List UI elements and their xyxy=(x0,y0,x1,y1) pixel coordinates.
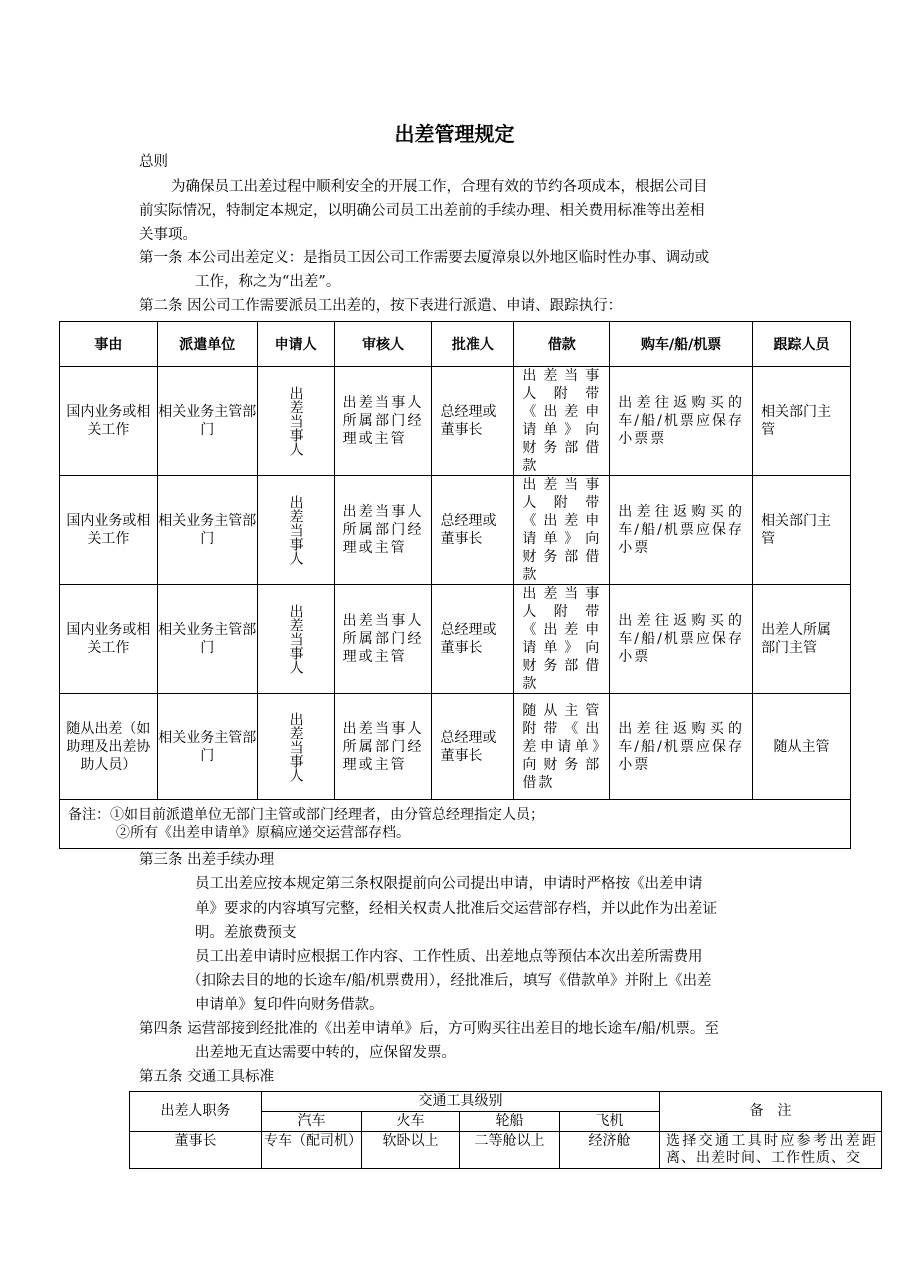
cell-approver: 总经理或董事长 xyxy=(432,476,514,585)
table-header-row xyxy=(60,322,851,367)
article-4-line-2: 出差地无直达需要中转的，应保留发票。 xyxy=(195,1045,456,1061)
cell-tracker: 随从主管 xyxy=(753,694,851,800)
cell-reviewer: 出差当事人所属部门经理或主管 xyxy=(334,585,432,694)
note-1: 备注：①如目前派遣单位无部门主管或部门经理者，由分管总经理指定人员； xyxy=(68,807,544,823)
header-train: 火车 xyxy=(362,1112,460,1132)
cell-reviewer: 出差当事人所属部门经理或主管 xyxy=(334,694,432,800)
header-plane: 飞机 xyxy=(560,1112,660,1132)
table-row xyxy=(60,476,851,585)
header-reviewer: 审核人 xyxy=(334,322,432,367)
table-row xyxy=(60,367,851,476)
cell-train: 软卧以上 xyxy=(362,1132,460,1169)
cell-loan: 出差当事人附带《出差申请单》向财务部借款 xyxy=(514,476,610,585)
cell-reason: 国内业务或相关工作 xyxy=(60,476,158,585)
note-2: ②所有《出差申请单》原稿应递交运营部存档。 xyxy=(116,825,410,841)
article-4-line-1: 第四条 运营部接到经批准的《出差申请单》后，方可购买往出差目的地长途车/船/机票。至 xyxy=(139,1021,719,1037)
table-row xyxy=(60,585,851,694)
cell-approver: 总经理或董事长 xyxy=(432,585,514,694)
intro-line-3: 关事项。 xyxy=(139,227,197,243)
article-3: 第三条 出差手续办理 xyxy=(139,852,275,868)
section-general: 总则 xyxy=(139,154,168,170)
cell-reviewer: 出差当事人所属部门经理或主管 xyxy=(334,367,432,476)
cell-ticket: 出差往返购买的车/船/机票应保存小票 xyxy=(610,476,753,585)
header-unit: 派遣单位 xyxy=(157,322,257,367)
header-applicant: 申请人 xyxy=(257,322,334,367)
dispatch-table xyxy=(59,321,851,849)
article-3-p2-line-3: 申请单》复印件向财务借款。 xyxy=(195,997,384,1013)
intro-line-2: 前实际情况，特制定本规定，以明确公司员工出差前的手续办理、相关费用标准等出差相 xyxy=(139,203,705,219)
article-3-p2-line-2: （扣除去目的地的长途车/船/机票费用），经批准后，填写《借款单》并附上《出差 xyxy=(187,973,712,989)
article-2: 第二条 因公司工作需要派员工出差的，按下表进行派遣、申请、跟踪执行： xyxy=(139,298,623,314)
cell-applicant: 出差当事人 xyxy=(287,386,304,456)
cell-loan: 出差当事人附带《出差申请单》向财务部借款 xyxy=(514,585,610,694)
cell-tracker: 相关部门主管 xyxy=(753,476,851,585)
cell-applicant: 出差当事人 xyxy=(287,495,304,565)
cell-approver: 总经理或董事长 xyxy=(432,367,514,476)
cell-ticket: 出差往返购买的车/船/机票应保存小票 xyxy=(610,585,753,694)
cell-unit: 相关业务主管部门 xyxy=(157,694,257,800)
intro-line-1: 为确保员工出差过程中顺利安全的开展工作，合理有效的节约各项成本，根据公司目 xyxy=(171,179,708,195)
cell-remark: 选择交通工具时应参考出差距离、出差时间、工作性质、交 xyxy=(660,1132,882,1169)
header-position: 出差人职务 xyxy=(130,1092,262,1132)
header-ticket: 购车/船/机票 xyxy=(610,322,753,367)
article-3-p1-line-3: 明。差旅费预支 xyxy=(195,925,297,941)
cell-ticket: 出差往返购买的车/船/机票应保存小票 xyxy=(610,694,753,800)
cell-unit: 相关业务主管部门 xyxy=(157,585,257,694)
table-notes-row xyxy=(60,800,851,849)
article-3-p1-line-2: 单》要求的内容填写完整，经相关权责人批准后交运营部存档，并以此作为出差证 xyxy=(195,901,717,917)
cell-loan: 出差当事人附带《出差申请单》向财务部借款 xyxy=(514,367,610,476)
cell-plane: 经济舱 xyxy=(560,1132,660,1169)
table-notes xyxy=(60,800,851,849)
cell-unit: 相关业务主管部门 xyxy=(157,476,257,585)
article-3-p1-line-1: 员工出差应按本规定第三条权限提前向公司提出申请，申请时严格按《出差申请 xyxy=(195,876,703,892)
cell-loan: 随从主管附带《出差申请单》向财务部借款 xyxy=(514,694,610,800)
cell-ship: 二等舱以上 xyxy=(460,1132,560,1169)
cell-reason: 随从出差（如助理及出差协助人员） xyxy=(60,694,158,800)
header-loan: 借款 xyxy=(514,322,610,367)
cell-ticket: 出差往返购买的车/船/机票应保存小票票 xyxy=(610,367,753,476)
cell-approver: 总经理或董事长 xyxy=(432,694,514,800)
table-header-row xyxy=(130,1092,882,1112)
cell-reason: 国内业务或相关工作 xyxy=(60,585,158,694)
article-5: 第五条 交通工具标准 xyxy=(139,1069,275,1085)
cell-position: 董事长 xyxy=(130,1132,262,1169)
header-ship: 轮船 xyxy=(460,1112,560,1132)
header-approver: 批准人 xyxy=(432,322,514,367)
header-reason: 事由 xyxy=(60,322,158,367)
cell-applicant: 出差当事人 xyxy=(287,711,304,782)
header-car: 汽车 xyxy=(262,1112,362,1132)
article-1-line-1: 第一条 本公司出差定义：是指员工因公司工作需要去厦漳泉以外地区临时性办事、调动或 xyxy=(139,250,710,266)
table-row xyxy=(60,694,851,800)
header-transport-level: 交通工具级别 xyxy=(262,1092,660,1112)
header-tracker: 跟踪人员 xyxy=(753,322,851,367)
page-title: 出差管理规定 xyxy=(394,122,515,146)
header-remark: 备 注 xyxy=(660,1092,882,1132)
cell-reason: 国内业务或相关工作 xyxy=(60,367,158,476)
transport-standard-table xyxy=(129,1091,882,1169)
cell-applicant: 出差当事人 xyxy=(287,604,304,674)
article-3-p2-line-1: 员工出差申请时应根据工作内容、工作性质、出差地点等预估本次出差所需费用 xyxy=(195,949,703,965)
cell-tracker: 相关部门主管 xyxy=(753,367,851,476)
article-1-line-2: 工作，称之为“出差”。 xyxy=(195,274,341,290)
cell-unit: 相关业务主管部门 xyxy=(157,367,257,476)
table-row xyxy=(130,1132,882,1169)
cell-reviewer: 出差当事人所属部门经理或主管 xyxy=(334,476,432,585)
cell-car: 专车（配司机） xyxy=(262,1132,362,1169)
cell-tracker: 出差人所属部门主管 xyxy=(753,585,851,694)
